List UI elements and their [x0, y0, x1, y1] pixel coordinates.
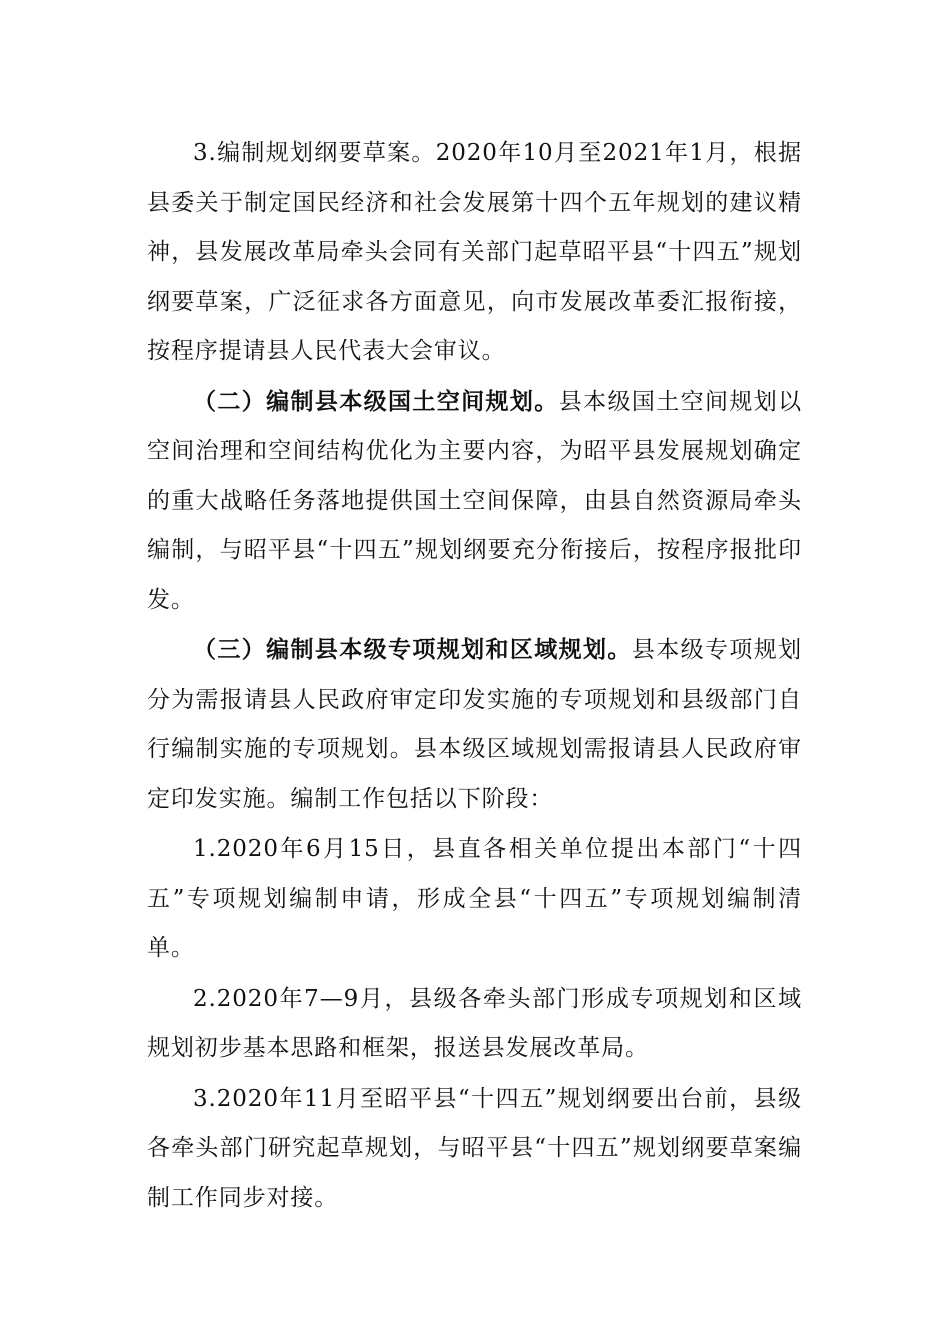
paragraph-heading: （二）编制县本级国土空间规划。: [193, 387, 559, 415]
paragraph-heading: （三）编制县本级专项规划和区域规划。: [193, 636, 632, 663]
paragraph-text: 3.编制规划纲要草案。2020年10月至2021年1月，根据县委关于制定国民经济和社会发展第十四个五年规划的建议精神，县发展改革局牵头会同有关部门起草昭平县“十四五”规划纲要草案，广泛征求各方面意见，向市发展改革委汇报衔接，按程序提请县人民代表大会审议。: [147, 140, 802, 364]
paragraph-text: 2.2020年7—9月，县级各牵头部门形成专项规划和区域规划初步基本思路和框架，报送县发展改革局。: [147, 985, 802, 1061]
paragraph-stage-2: [147, 974, 802, 1074]
paragraph-text: 县本级专项规划分为需报请县人民政府审定印发实施的专项规划和县级部门自行编制实施的专项规划。县本级区域规划需报请县人民政府审定印发实施。编制工作包括以下阶段：: [147, 637, 802, 812]
paragraph-text: 3.2020年11月至昭平县“十四五”规划纲要出台前，县级各牵头部门研究起草规划，与昭平县“十四五”规划纲要草案编制工作同步对接。: [147, 1085, 802, 1211]
paragraph-special-regional-plan: [147, 625, 802, 824]
paragraph-text: 县本级国土空间规划以空间治理和空间结构优化为主要内容，为昭平县发展规划确定的重大战略任务落地提供国土空间保障，由县自然资源局牵头编制，与昭平县“十四五”规划纲要充分衔接后，按程序报批印发。: [147, 388, 803, 613]
paragraph-stage-3: [147, 1074, 802, 1224]
document-body: [147, 128, 802, 1223]
paragraph-territorial-spatial-plan: [147, 377, 802, 626]
paragraph-compile-outline-draft: [147, 128, 802, 377]
paragraph-stage-1: [147, 824, 802, 974]
paragraph-text: 1.2020年6月15日，县直各相关单位提出本部门“十四五”专项规划编制申请，形成全县“十四五”专项规划编制清单。: [147, 836, 802, 961]
